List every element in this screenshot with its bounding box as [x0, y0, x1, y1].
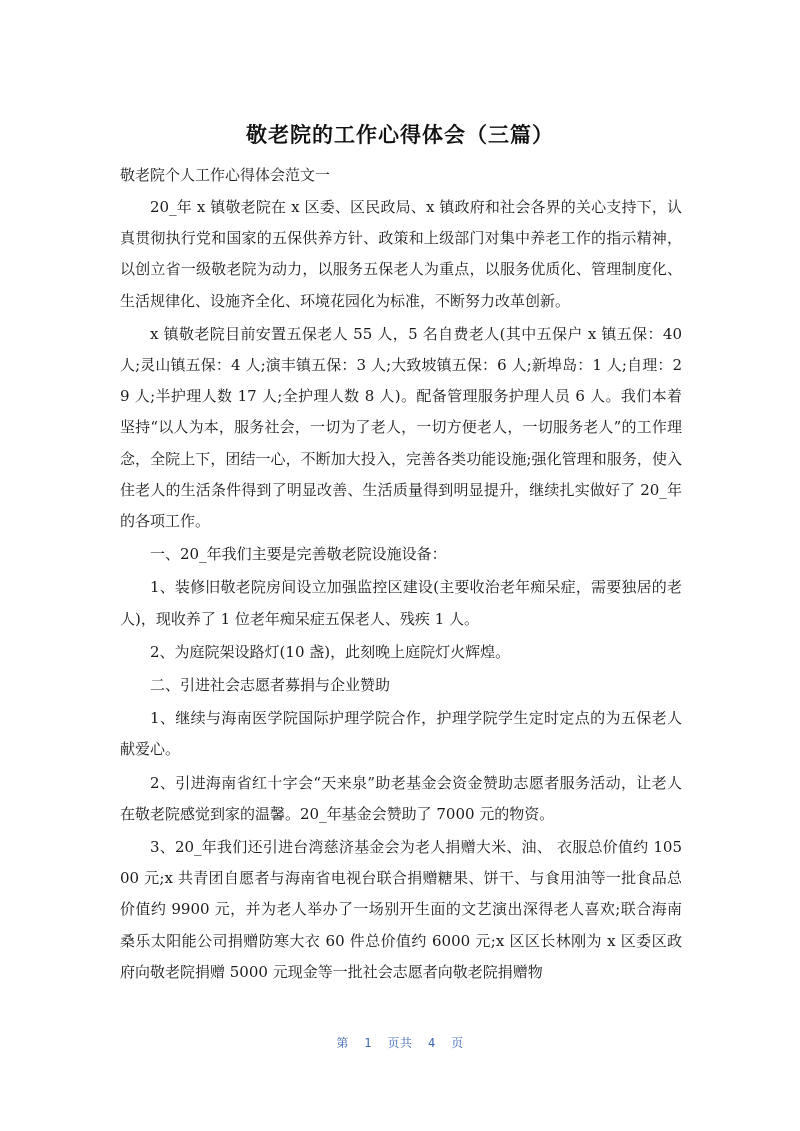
page-number-footer	[0, 1034, 800, 1051]
paragraph: 1、装修旧敬老院房间设立加强监控区建设(主要收治老年痴呆症，需要独居的老人)，现收养了 1 位老年痴呆症五保老人、残疾 1 人。	[120, 578, 682, 628]
page-suffix: 页	[451, 1036, 464, 1050]
page-prefix: 第	[336, 1036, 349, 1050]
page-total: 4	[427, 1036, 436, 1050]
document-body	[120, 160, 682, 988]
paragraph: 20_年 x 镇敬老院在 x 区委、区民政局、x 镇政府和社会各界的关心支持下，认真贯彻执行党和国家的五保供养方针、政策和上级部门对集中养老工作的指示精神，以创立省一级敬老院为动力，以服务五保老人为重点，以服务优质化、管理制度化、生活规律化、设施齐全化、环境花园化为标准，不断努力改革创新。	[120, 198, 682, 310]
paragraph: 3、20_年我们还引进台湾慈济基金会为老人捐赠大米、油、 衣服总价值约 10500 元;x 共青团自愿者与海南省电视台联合捐赠糖果、饼干、与食用油等一批食品总价值约 9900 元，并为老人举办了一场别开生面的文艺演出深得老人喜欢;联合海南桑乐太阳能公司捐赠防寒大衣 60 件总价值约 6000 元;x 区区长林刚为 x 区委区政府向敬老院捐赠 5000 元现金等一批社会志愿者向敬老院捐赠物	[120, 838, 682, 981]
page-current: 1	[364, 1036, 373, 1050]
paragraph: x 镇敬老院目前安置五保老人 55 人，5 名自费老人(其中五保户 x 镇五保：40 人;灵山镇五保：4 人;演丰镇五保：3 人;大致坡镇五保：6 人;新埠岛：1 人;自理：29 人;半护理人数 17 人;全护理人数 8 人)。配备管理服务护理人员 6 人。我们本着坚持“以人为本，服务社会，一切为了老人，一切方便老人，一切服务老人”的工作理念，全院上下，团结一心，不断加大投入，完善各类功能设施;强化管理和服务，使入住老人的生活条件得到了明显改善、生活质量得到明显提升，继续扎实做好了 20_年的各项工作。	[120, 324, 682, 531]
paragraph: 2、引进海南省红十字会“天来泉”助老基金会资金赞助志愿者服务活动，让老人在敬老院感觉到家的温馨。20_年基金会赞助了 7000 元的物资。	[120, 773, 682, 823]
section-subtitle: 敬老院个人工作心得体会范文一	[120, 166, 331, 184]
paragraph: 2、为庭院架设路灯(10 盏)，此刻晚上庭院灯火辉煌。	[150, 642, 511, 661]
paragraph: 一、20_年我们主要是完善敬老院设施设备：	[150, 545, 447, 564]
paragraph: 1、继续与海南医学院国际护理学院合作，护理学院学生定时定点的为五保老人献爱心。	[120, 709, 682, 759]
paragraph: 二、引进社会志愿者募捐与企业赞助	[150, 676, 391, 695]
document-title: 敬老院的工作心得体会（三篇）	[246, 123, 554, 147]
page-mid: 页共	[387, 1036, 413, 1050]
